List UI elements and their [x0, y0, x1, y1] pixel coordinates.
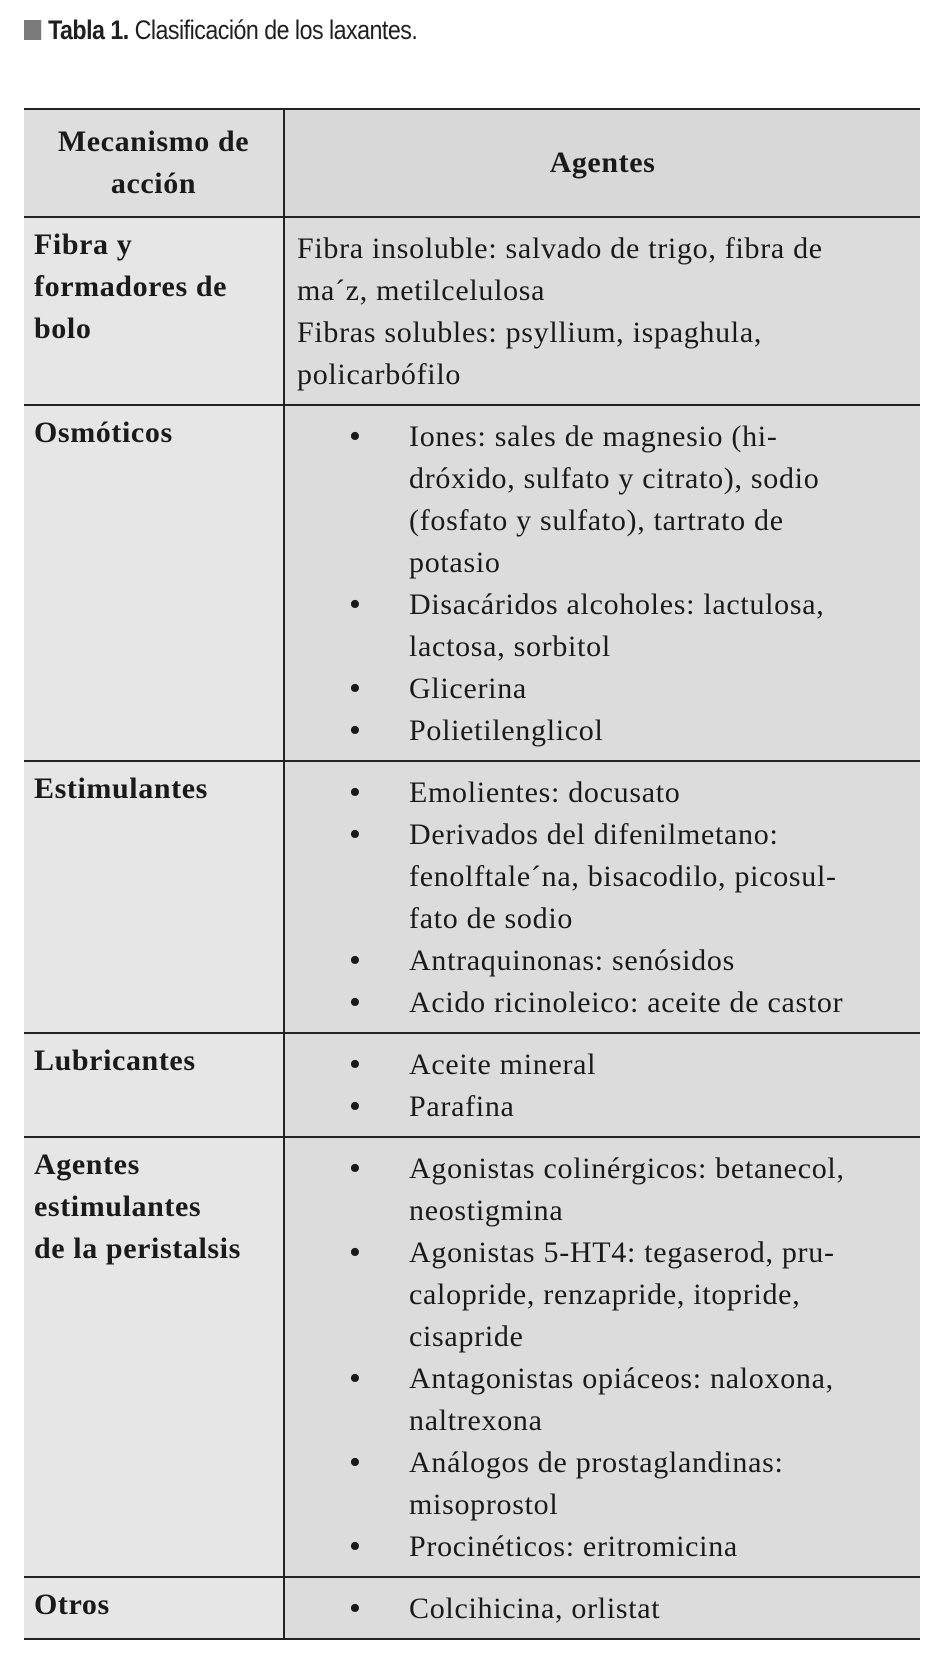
list-item	[297, 584, 908, 668]
list-item	[297, 1442, 908, 1526]
header-agents: Agentes	[284, 109, 920, 217]
table-row	[24, 1033, 920, 1137]
mechanism-line: Estimulantes	[34, 772, 208, 805]
agent-line: naltrexona	[409, 1404, 543, 1437]
agent-line: potasio	[409, 546, 501, 579]
agent-line: • Procinéticos: eritromicina	[409, 1530, 738, 1563]
agent-line: • Glicerina	[409, 672, 527, 705]
caption-text: Clasificación de los laxantes.	[134, 15, 418, 45]
list-item	[297, 416, 908, 584]
mechanism-line: Lubricantes	[34, 1044, 196, 1077]
mechanism-line: Otros	[34, 1588, 110, 1621]
mechanism-cell	[24, 1033, 284, 1137]
agents-list	[297, 1588, 908, 1630]
agent-line: • Acido ricinoleico: aceite de castor	[409, 986, 844, 1019]
caption-label: Tabla 1.	[48, 15, 129, 45]
list-item	[297, 1044, 908, 1086]
agents-cell	[284, 761, 920, 1033]
list-item	[297, 1148, 908, 1232]
agent-line: dróxido, sulfato y citrato), sodio	[409, 462, 820, 495]
table-row	[24, 1577, 920, 1639]
agent-line: • Disacáridos alcoholes: lactulosa,	[409, 588, 825, 621]
agents-cell	[284, 1137, 920, 1577]
agent-line: • Antraquinonas: senósidos	[409, 944, 735, 977]
agent-line: • Iones: sales de magnesio (hi-	[409, 420, 778, 453]
list-item	[297, 1526, 908, 1568]
header-mechanism-line: Mecanismo de	[57, 125, 250, 158]
mechanism-line: bolo	[34, 312, 92, 345]
agent-line: • Aceite mineral	[409, 1048, 597, 1081]
table-row	[24, 1137, 920, 1577]
agents-cell	[284, 217, 920, 405]
agent-line: neostigmina	[409, 1194, 564, 1227]
table-row	[24, 405, 920, 761]
agents-cell	[284, 1033, 920, 1137]
mechanism-line: Fibra y	[34, 228, 133, 261]
list-item	[297, 1232, 908, 1358]
mechanism-cell	[24, 1577, 284, 1639]
header-mechanism-line: acción	[110, 167, 197, 200]
list-item	[297, 1588, 908, 1630]
agents-list	[297, 772, 908, 1024]
mechanism-line: Osmóticos	[34, 416, 173, 449]
agent-line: • Colcihicina, orlistat	[409, 1592, 661, 1625]
list-item	[297, 1086, 908, 1128]
list-item	[297, 772, 908, 814]
table-header-row	[24, 109, 920, 217]
table-row	[24, 217, 920, 405]
mechanism-line: estimulantes	[34, 1190, 202, 1223]
agent-line: misoprostol	[409, 1488, 559, 1521]
list-item	[297, 982, 908, 1024]
agent-line: Fibra insoluble: salvado de trigo, fibra de	[297, 232, 823, 265]
agent-line: • Polietilenglicol	[409, 714, 604, 747]
agent-line: • Antagonistas opiáceos: naloxona,	[409, 1362, 834, 1395]
mechanism-line: Agentes	[34, 1148, 140, 1181]
agent-line: fato de sodio	[409, 902, 574, 935]
agent-line: lactosa, sorbitol	[409, 630, 611, 663]
list-item	[297, 814, 908, 940]
caption-square-icon	[24, 20, 41, 40]
mechanism-cell	[24, 761, 284, 1033]
header-mechanism	[24, 109, 284, 217]
agent-line: Fibras solubles: psyllium, ispaghula,	[297, 316, 763, 349]
mechanism-cell	[24, 405, 284, 761]
agent-line: policarbófilo	[297, 358, 462, 391]
agent-line: • Derivados del difenilmetano:	[409, 818, 779, 851]
agent-line: • Emolientes: docusato	[409, 776, 681, 809]
table-row	[24, 761, 920, 1033]
agents-list	[297, 416, 908, 752]
agent-line: cisapride	[409, 1320, 524, 1353]
agent-line: • Agonistas colinérgicos: betanecol,	[409, 1152, 845, 1185]
agent-line: • Análogos de prostaglandinas:	[409, 1446, 784, 1479]
mechanism-line: formadores de	[34, 270, 228, 303]
agents-cell	[284, 405, 920, 761]
agents-list	[297, 1044, 908, 1128]
agent-line: (fosfato y sulfato), tartrato de	[409, 504, 784, 537]
agents-cell	[284, 1577, 920, 1639]
agent-line: • Agonistas 5-HT4: tegaserod, pru-	[409, 1236, 835, 1269]
table-caption	[24, 12, 417, 48]
agent-line: ma´z, metilcelulosa	[297, 274, 546, 307]
agent-line: fenolftale´na, bisacodilo, picosul-	[409, 860, 837, 893]
list-item	[297, 1358, 908, 1442]
agent-line: calopride, renzapride, itopride,	[409, 1278, 801, 1311]
list-item	[297, 710, 908, 752]
list-item	[297, 940, 908, 982]
mechanism-cell	[24, 217, 284, 405]
laxatives-table	[24, 108, 920, 1640]
mechanism-cell	[24, 1137, 284, 1577]
agents-list	[297, 1148, 908, 1568]
list-item	[297, 668, 908, 710]
agent-line: • Parafina	[409, 1090, 515, 1123]
mechanism-line: de la peristalsis	[34, 1232, 241, 1265]
